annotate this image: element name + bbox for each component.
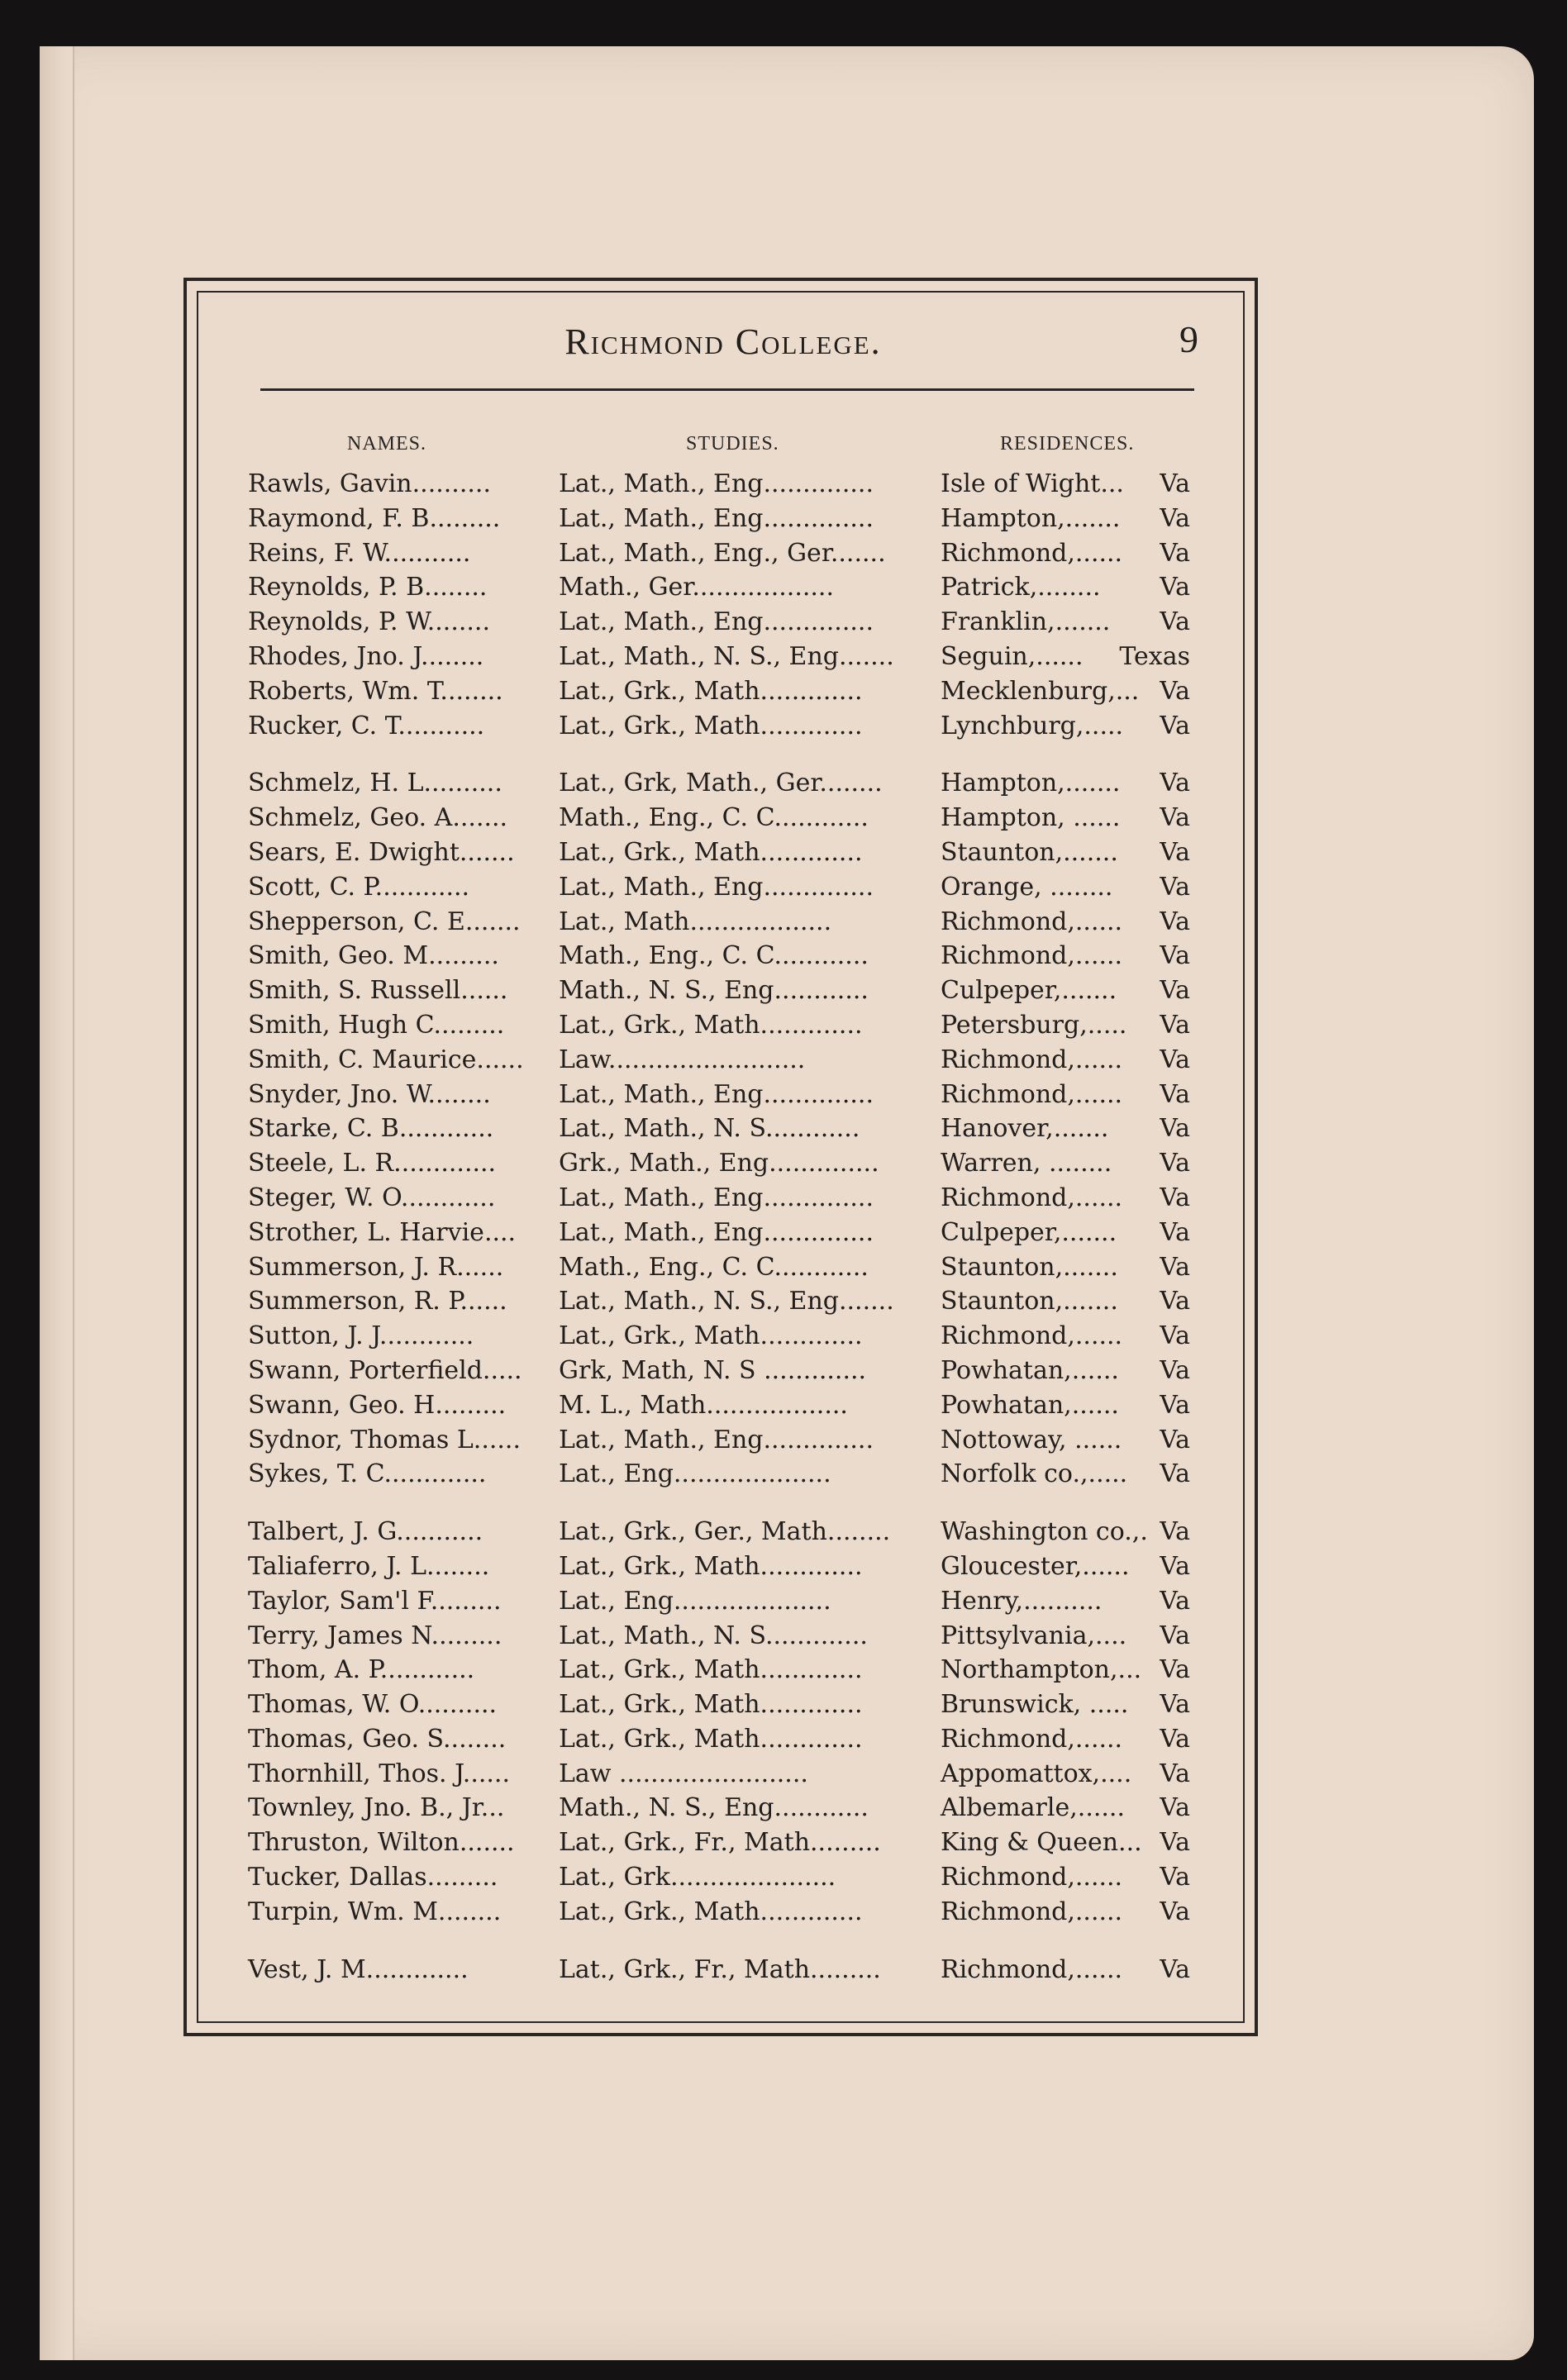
group-spacer (248, 1930, 1198, 1954)
page-number: 9 (1179, 318, 1198, 360)
student-state: Va (1160, 1690, 1190, 1720)
table-row (248, 1216, 1198, 1251)
student-studies: Lat., Grk., Math............. (559, 1010, 863, 1040)
table-row (248, 1354, 1198, 1389)
student-list (248, 468, 1198, 1987)
student-studies: Law......................... (559, 1045, 806, 1074)
student-name: Thomas, Geo. S........ (248, 1724, 507, 1754)
student-residence: Richmond,...... (941, 1045, 1123, 1074)
student-residence: Richmond,...... (941, 1183, 1123, 1212)
student-studies: Lat., Grk., Ger., Math........ (559, 1517, 891, 1547)
student-studies: Grk., Math., Eng.............. (559, 1149, 879, 1178)
student-residence: Orange, ........ (941, 872, 1113, 902)
student-name: Smith, S. Russell...... (248, 976, 508, 1006)
student-studies: Lat., Math., N. S., Eng....... (559, 641, 894, 671)
student-residence: Hanover,....... (941, 1114, 1109, 1144)
student-studies: Lat., Grk., Math............. (559, 837, 863, 867)
table-row (248, 1723, 1198, 1758)
student-state: Va (1160, 1183, 1190, 1212)
table-row (248, 1320, 1198, 1354)
table-row (248, 1550, 1198, 1585)
student-name: Smith, Hugh C......... (248, 1010, 505, 1040)
student-name: Townley, Jno. B., Jr... (248, 1793, 505, 1823)
student-state: Va (1160, 1252, 1190, 1282)
table-row (248, 1758, 1198, 1792)
student-residence: Culpeper,....... (941, 976, 1117, 1006)
running-header (248, 306, 1198, 388)
student-state: Va (1160, 1390, 1190, 1420)
student-studies: Lat., Math., Eng.............. (559, 1183, 874, 1212)
student-residence: Hampton,....... (941, 769, 1121, 798)
student-studies: Lat., Math., Eng.............. (559, 503, 874, 533)
student-residence: Pittsylvania,.... (941, 1621, 1127, 1650)
table-row (248, 1251, 1198, 1286)
student-residence: Appomattox,.... (941, 1759, 1132, 1788)
student-name: Thomas, W. O.......... (248, 1690, 498, 1720)
table-row (248, 1861, 1198, 1896)
table-row (248, 836, 1198, 871)
student-studies: Lat., Grk., Fr., Math......... (559, 1954, 881, 1984)
table-row (248, 571, 1198, 606)
student-name: Summerson, J. R...... (248, 1252, 504, 1282)
student-residence: Warren, ........ (941, 1149, 1112, 1178)
student-studies: Math., Ger.................. (559, 573, 835, 602)
table-row (248, 1182, 1198, 1216)
table-row (248, 1285, 1198, 1320)
header-rule (260, 388, 1194, 391)
book-gutter (40, 46, 74, 2360)
student-residence: Hampton, ...... (941, 803, 1121, 833)
student-residence: Richmond,...... (941, 1079, 1123, 1109)
student-state: Va (1160, 1724, 1190, 1754)
table-row (248, 1112, 1198, 1147)
student-residence: Mecklenburg,... (941, 676, 1140, 706)
student-studies: Lat., Grk., Math............. (559, 1655, 863, 1685)
student-residence: Powhatan,...... (941, 1390, 1119, 1420)
student-studies: Lat., Grk., Math............. (559, 1724, 863, 1754)
student-name: Sydnor, Thomas L...... (248, 1425, 521, 1454)
student-studies: Lat., Grk., Math............. (559, 1321, 863, 1351)
student-name: Rucker, C. T........... (248, 711, 485, 740)
student-residence: Staunton,....... (941, 1287, 1118, 1316)
student-state: Va (1160, 1010, 1190, 1040)
student-state: Va (1160, 711, 1190, 740)
student-studies: Lat., Math., Eng.............. (559, 1079, 874, 1109)
table-row (248, 940, 1198, 974)
student-residence: Richmond,...... (941, 538, 1123, 568)
column-header-studies: STUDIES. (686, 433, 779, 455)
student-studies: Lat., Math., Eng.............. (559, 607, 874, 637)
student-state: Va (1160, 1425, 1190, 1454)
student-studies: Lat., Math., Eng.............. (559, 1425, 874, 1454)
student-state: Va (1160, 803, 1190, 833)
student-name: Rawls, Gavin.......... (248, 469, 491, 498)
student-studies: Lat., Grk., Math............. (559, 676, 863, 706)
student-name: Steger, W. O............ (248, 1183, 496, 1212)
student-state: Va (1160, 1621, 1190, 1650)
student-state: Va (1160, 837, 1190, 867)
student-studies: Grk, Math, N. S ............. (559, 1355, 867, 1385)
student-state: Va (1160, 503, 1190, 533)
student-name: Sykes, T. C............. (248, 1459, 487, 1489)
student-residence: Hampton,....... (941, 503, 1121, 533)
student-state: Va (1160, 469, 1190, 498)
table-row (248, 1458, 1198, 1492)
student-name: Swann, Porterfield..... (248, 1355, 522, 1385)
student-state: Va (1160, 1517, 1190, 1547)
table-row (248, 1792, 1198, 1826)
table-row (248, 1516, 1198, 1550)
student-name: Schmelz, H. L.......... (248, 769, 502, 798)
student-studies: Law ........................ (559, 1759, 808, 1788)
student-name: Thornhill, Thos. J...... (248, 1759, 511, 1788)
student-studies: Lat., Eng.................... (559, 1459, 831, 1489)
student-residence: Patrick,........ (941, 573, 1101, 602)
student-studies: M. L., Math.................. (559, 1390, 848, 1420)
table-row (248, 1078, 1198, 1113)
student-residence: Powhatan,...... (941, 1355, 1119, 1385)
student-studies: Math., Eng., C. C............ (559, 803, 869, 833)
group-spacer (248, 744, 1198, 767)
student-state: Va (1160, 941, 1190, 971)
student-name: Schmelz, Geo. A....... (248, 803, 508, 833)
student-state: Va (1160, 872, 1190, 902)
student-state: Texas (1119, 641, 1190, 671)
column-header-names: NAMES. (347, 433, 427, 455)
table-row (248, 1044, 1198, 1078)
student-name: Turpin, Wm. M........ (248, 1897, 502, 1926)
student-residence: Richmond,...... (941, 1863, 1123, 1892)
student-residence: Nottoway, ...... (941, 1425, 1122, 1454)
column-header-residences: RESIDENCES. (1000, 433, 1135, 455)
table-row (248, 974, 1198, 1009)
student-state: Va (1160, 1828, 1190, 1858)
student-studies: Math., Eng., C. C............ (559, 1252, 869, 1282)
student-state: Va (1160, 976, 1190, 1006)
table-row (248, 1009, 1198, 1044)
student-name: Shepperson, C. E....... (248, 907, 521, 936)
student-name: Rhodes, Jno. J........ (248, 641, 484, 671)
student-residence: Richmond,...... (941, 941, 1123, 971)
student-state: Va (1160, 573, 1190, 602)
student-state: Va (1160, 1217, 1190, 1247)
page-title: Richmond College. (564, 321, 882, 362)
student-studies: Lat., Grk., Math............. (559, 711, 863, 740)
table-row (248, 767, 1198, 802)
student-name: Tucker, Dallas......... (248, 1863, 498, 1892)
student-state: Va (1160, 1954, 1190, 1984)
student-name: Terry, James N......... (248, 1621, 502, 1650)
student-residence: Staunton,....... (941, 1252, 1118, 1282)
student-studies: Lat., Math., Eng., Ger....... (559, 538, 886, 568)
table-row (248, 1654, 1198, 1688)
table-row (248, 675, 1198, 710)
student-residence: Petersburg,..... (941, 1010, 1127, 1040)
student-residence: Northampton,... (941, 1655, 1142, 1685)
student-residence: Richmond,...... (941, 1897, 1123, 1926)
student-name: Smith, C. Maurice...... (248, 1045, 524, 1074)
table-row (248, 468, 1198, 502)
student-residence: Washington co.,. (941, 1517, 1148, 1547)
student-name: Thom, A. P............ (248, 1655, 475, 1685)
student-state: Va (1160, 907, 1190, 936)
student-state: Va (1160, 1863, 1190, 1892)
student-residence: King & Queen... (941, 1828, 1142, 1858)
student-state: Va (1160, 1459, 1190, 1489)
table-row (248, 1147, 1198, 1182)
student-state: Va (1160, 769, 1190, 798)
student-name: Swann, Geo. H......... (248, 1390, 507, 1420)
student-studies: Lat., Grk..................... (559, 1863, 836, 1892)
student-studies: Lat., Math., N. S............. (559, 1621, 868, 1650)
student-state: Va (1160, 1551, 1190, 1581)
student-studies: Lat., Eng.................... (559, 1586, 831, 1616)
student-name: Raymond, F. B......... (248, 503, 501, 533)
table-row (248, 1954, 1198, 1988)
table-row (248, 606, 1198, 640)
student-name: Roberts, Wm. T........ (248, 676, 503, 706)
table-row (248, 1896, 1198, 1930)
student-residence: Richmond,...... (941, 907, 1123, 936)
student-name: Reynolds, P. W........ (248, 607, 490, 637)
student-name: Thruston, Wilton....... (248, 1828, 515, 1858)
table-row (248, 1585, 1198, 1620)
column-headers (248, 433, 1198, 458)
table-row (248, 1620, 1198, 1654)
student-studies: Lat., Grk., Math............. (559, 1551, 863, 1581)
student-state: Va (1160, 1287, 1190, 1316)
student-state: Va (1160, 1793, 1190, 1823)
student-name: Reynolds, P. B........ (248, 573, 488, 602)
student-residence: Franklin,....... (941, 607, 1111, 637)
student-state: Va (1160, 1655, 1190, 1685)
student-name: Summerson, R. P...... (248, 1287, 507, 1316)
student-residence: Seguin,...... (941, 641, 1084, 671)
student-name: Snyder, Jno. W........ (248, 1079, 491, 1109)
student-name: Smith, Geo. M......... (248, 941, 499, 971)
student-residence: Albemarle,...... (941, 1793, 1125, 1823)
student-studies: Lat., Math., N. S., Eng....... (559, 1287, 894, 1316)
table-row (248, 802, 1198, 836)
student-name: Sears, E. Dwight....... (248, 837, 515, 867)
student-state: Va (1160, 1897, 1190, 1926)
student-studies: Lat., Math., N. S............ (559, 1114, 860, 1144)
table-row (248, 1826, 1198, 1861)
student-residence: Richmond,...... (941, 1321, 1123, 1351)
student-name: Steele, L. R............. (248, 1149, 497, 1178)
student-studies: Math., N. S., Eng............ (559, 976, 869, 1006)
student-studies: Lat., Grk., Fr., Math......... (559, 1828, 881, 1858)
student-state: Va (1160, 1355, 1190, 1385)
student-name: Vest, J. M............. (248, 1954, 469, 1984)
student-state: Va (1160, 676, 1190, 706)
student-state: Va (1160, 538, 1190, 568)
student-name: Reins, F. W........... (248, 538, 471, 568)
table-row (248, 640, 1198, 675)
student-state: Va (1160, 1149, 1190, 1178)
student-studies: Lat., Grk, Math., Ger........ (559, 769, 883, 798)
student-state: Va (1160, 1321, 1190, 1351)
student-name: Scott, C. P............ (248, 872, 470, 902)
student-residence: Henry,.......... (941, 1586, 1103, 1616)
table-row (248, 502, 1198, 537)
student-state: Va (1160, 607, 1190, 637)
table-row (248, 710, 1198, 745)
student-name: Talbert, J. G........... (248, 1517, 483, 1547)
student-state: Va (1160, 1759, 1190, 1788)
student-studies: Lat., Math.................. (559, 907, 832, 936)
student-studies: Lat., Math., Eng.............. (559, 872, 874, 902)
student-residence: Richmond,...... (941, 1724, 1123, 1754)
student-residence: Staunton,....... (941, 837, 1118, 867)
student-studies: Lat., Grk., Math............. (559, 1897, 863, 1926)
student-residence: Culpeper,....... (941, 1217, 1117, 1247)
table-row (248, 906, 1198, 940)
table-row (248, 1424, 1198, 1459)
student-residence: Brunswick, ..... (941, 1690, 1129, 1720)
table-row (248, 537, 1198, 572)
student-residence: Norfolk co.,..... (941, 1459, 1128, 1489)
student-state: Va (1160, 1114, 1190, 1144)
student-residence: Isle of Wight... (941, 469, 1124, 498)
student-studies: Lat., Grk., Math............. (559, 1690, 863, 1720)
group-spacer (248, 1492, 1198, 1516)
student-residence: Gloucester,...... (941, 1551, 1130, 1581)
student-residence: Richmond,...... (941, 1954, 1123, 1984)
student-state: Va (1160, 1586, 1190, 1616)
student-name: Strother, L. Harvie.... (248, 1217, 517, 1247)
student-name: Sutton, J. J............ (248, 1321, 474, 1351)
student-studies: Lat., Math., Eng.............. (559, 1217, 874, 1247)
student-state: Va (1160, 1045, 1190, 1074)
table-row (248, 1389, 1198, 1424)
student-residence: Lynchburg,..... (941, 711, 1124, 740)
student-studies: Math., Eng., C. C............ (559, 941, 869, 971)
student-studies: Lat., Math., Eng.............. (559, 469, 874, 498)
table-row (248, 871, 1198, 906)
student-name: Starke, C. B............ (248, 1114, 494, 1144)
student-studies: Math., N. S., Eng............ (559, 1793, 869, 1823)
table-row (248, 1688, 1198, 1723)
student-name: Taylor, Sam'l F......... (248, 1586, 502, 1616)
student-state: Va (1160, 1079, 1190, 1109)
student-name: Taliaferro, J. L........ (248, 1551, 490, 1581)
